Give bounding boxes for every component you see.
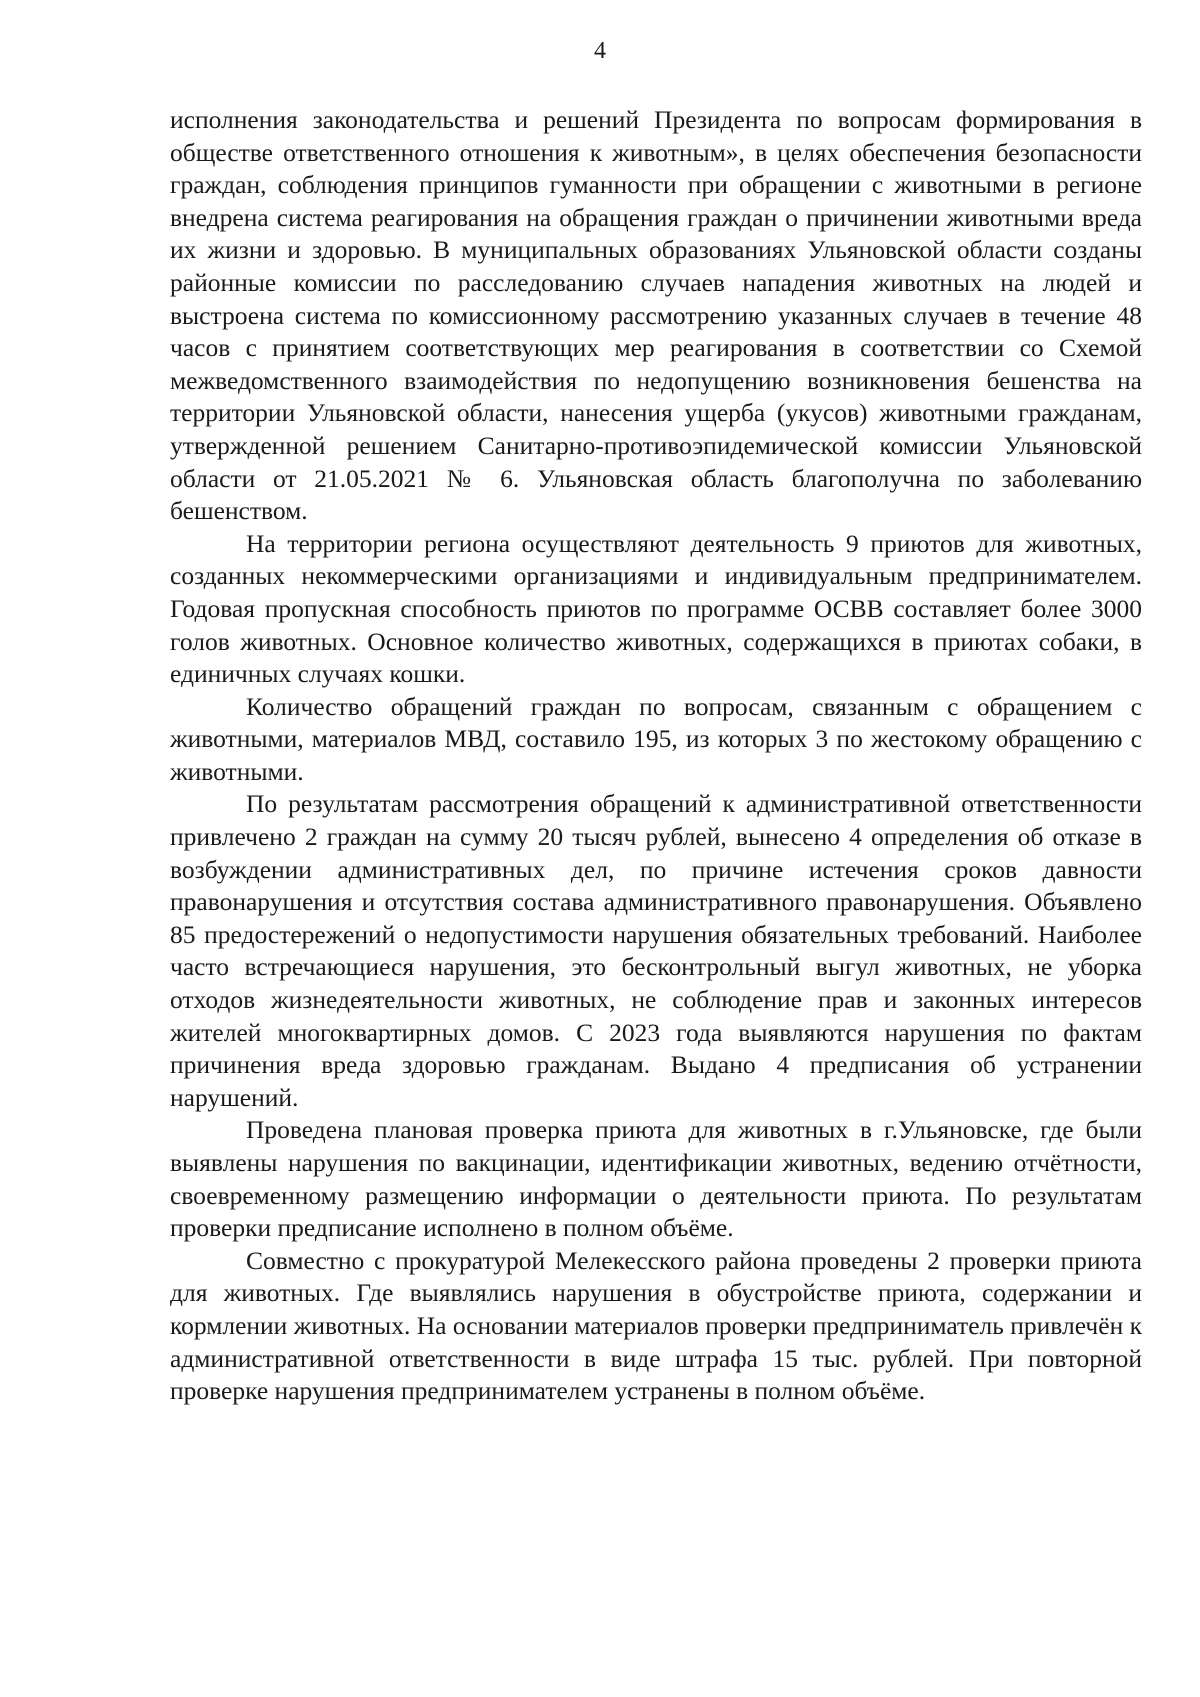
document-body [170, 104, 1142, 1408]
paragraph-citizen-appeals: Количество обращений граждан по вопросам, связанным с обращением с животными, материалов МВД, составило 195, из которых 3 по жестокому обращению с животными. [170, 691, 1142, 786]
page-number: 4 [594, 38, 606, 64]
paragraph-planned-inspection: Проведена плановая проверка приюта для животных в г.Ульяновске, где были выявлены нарушения по вакцинации, идентификации животных, ведению отчётности, своевременному размещению информации о деятельности приюта. По результатам проверки предписание исполнено в полном объёме. [170, 1115, 1142, 1243]
paragraph-rabies-prevention: исполнения законодательства и решений Президента по вопросам формирования в обществе ответственного отношения к животным», в целях обеспечения безопасности граждан, соблюдения принципов гуманности при обращении с животными в регионе внедрена система реагирования на обращения граждан о причинении животными вреда их жизни и здоровью. В муниципальных образованиях Ульяновской области созданы районные комиссии по расследованию случаев нападения животных на людей и выстроена система по комиссионному рассмотрению указанных случаев в течение 48 часов с принятием соответствующих мер реагирования в соответствии со Схемой межведомственного взаимодействия по недопущению возникновения бешенства на территории Ульяновской области, нанесения ущерба (укусов) животными гражданам, утвержденной решением Санитарно-противоэпидемической комиссии Ульяновской области от 21.05.2021 № 6. Ульяновская область благополучна по заболеванию бешенством. [170, 105, 1142, 526]
paragraph-animal-shelters: На территории региона осуществляют деятельность 9 приютов для животных, созданных некоммерческими организациями и индивидуальным предпринимателем. Годовая пропускная способность приютов по программе ОСВВ составляет более 3000 голов животных. Основное количество животных, содержащихся в приютах собаки, в единичных случаях кошки. [170, 528, 1142, 689]
paragraph-administrative-liability: По результатам рассмотрения обращений к административной ответственности привлечено 2 граждан на сумму 20 тысяч рублей, вынесено 4 определения об отказе в возбуждении административных дел, по причине истечения сроков давности правонарушения и отсутствия состава административного правонарушения. Объявлено 85 предостережений о недопустимости нарушения обязательных требований. Наиболее часто встречающиеся нарушения, это бесконтрольный выгул животных, не уборка отходов жизнедеятельности животных, не соблюдение прав и законных интересов жителей многоквартирных домов. С 2023 года выявляются нарушения по фактам причинения вреда здоровью гражданам. Выдано 4 предписания об устранении нарушений. [170, 789, 1142, 1112]
paragraph-joint-inspections: Совместно с прокуратурой Мелекесского района проведены 2 проверки приюта для животных. Где выявлялись нарушения в обустройстве приюта, содержании и кормлении животных. На основании материалов проверки предприниматель привлечён к административной ответственности в виде штрафа 15 тыс. рублей. При повторной проверке нарушения предпринимателем устранены в полном объёме. [170, 1245, 1142, 1406]
